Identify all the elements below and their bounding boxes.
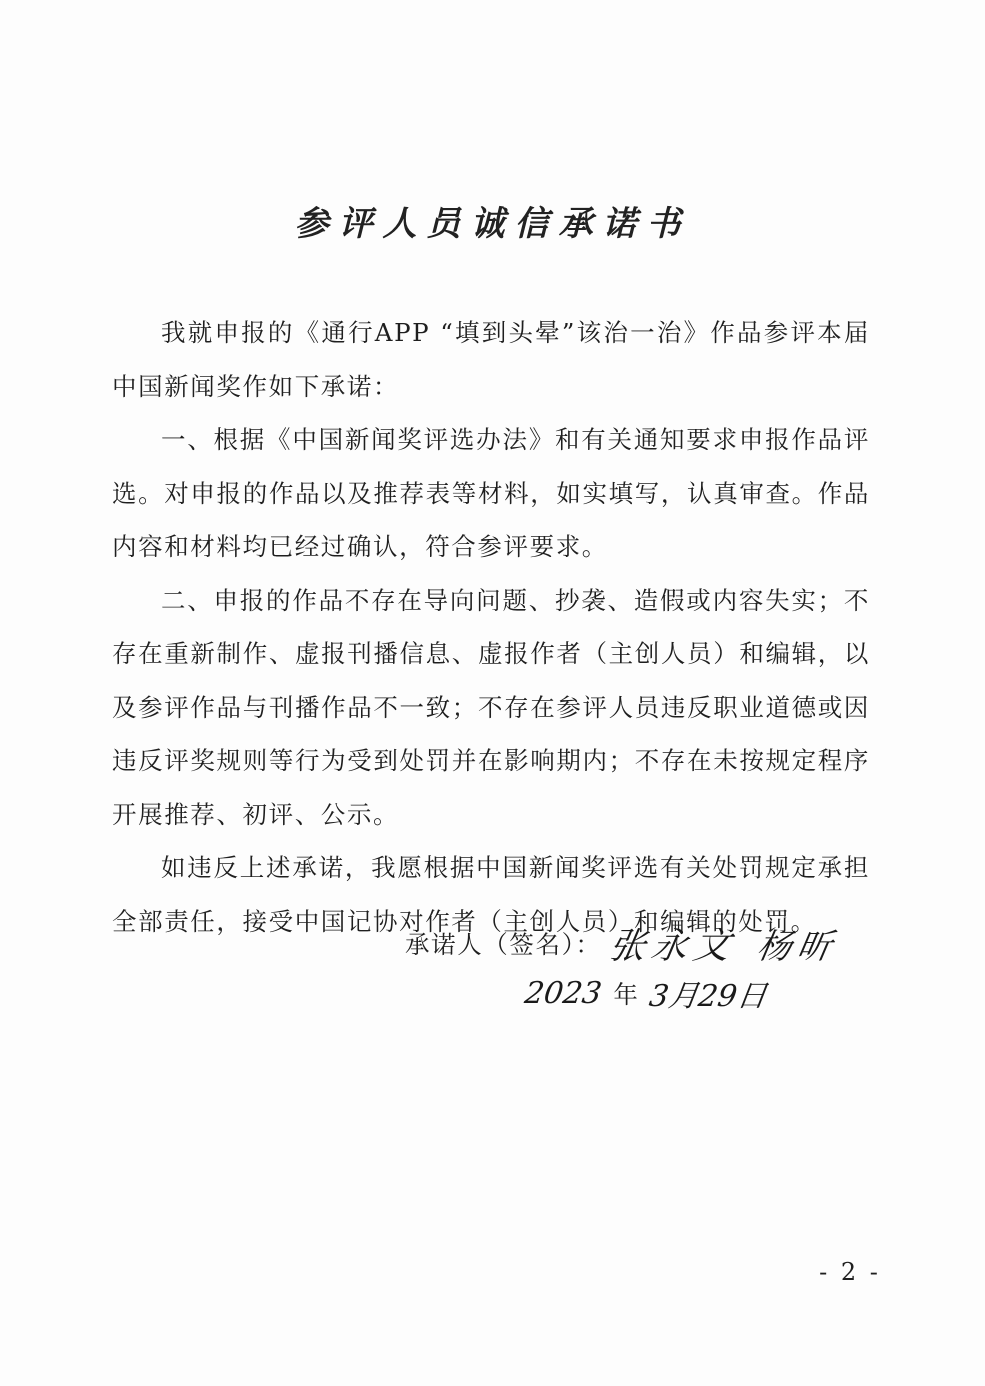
paragraph-one: 一、根据《中国新闻奖评选办法》和有关通知要求申报作品评选。对申报的作品以及推荐表等材料，如实填写，认真审查。作品内容和材料均已经过确认，符合参评要求。 (112, 425, 870, 561)
signature-two: 杨昕 (753, 926, 841, 967)
date-year: 2023 (522, 975, 604, 1011)
paragraph-two: 二、申报的作品不存在导向问题、抄袭、造假或内容失实；不存在重新制作、虚报刊播信息、虚报作者（主创人员）和编辑，以及参评作品与刊播作品不一致；不存在参评人员违反职业道德或因违反评奖规则等行为受到处罚并在影响期内；不存在未按规定程序开展推荐、初评、公示。 (112, 585, 870, 829)
signature-one: 张永文 (605, 925, 739, 967)
signer-label: 承诺人（签名）： (405, 929, 602, 959)
paragraph-intro: 我就申报的《通行APP “填到头晕”该治一治》作品参评本届中国新闻奖作如下承诺： (112, 318, 870, 401)
signature-date (522, 968, 770, 1018)
document-title: 参评人员诚信承诺书 (294, 204, 691, 244)
document-body (112, 306, 870, 948)
date-month-day: 3月29日 (646, 979, 770, 1014)
date-year-unit: 年 (613, 979, 638, 1009)
page-number: - 2 - (819, 1258, 881, 1286)
paragraph-closing: 如违反上述承诺，我愿根据中国新闻奖评选有关处罚规定承担全部责任，接受中国记协对作者（主创人员）和编辑的处罚。 (112, 853, 870, 936)
signer-line (405, 918, 841, 968)
